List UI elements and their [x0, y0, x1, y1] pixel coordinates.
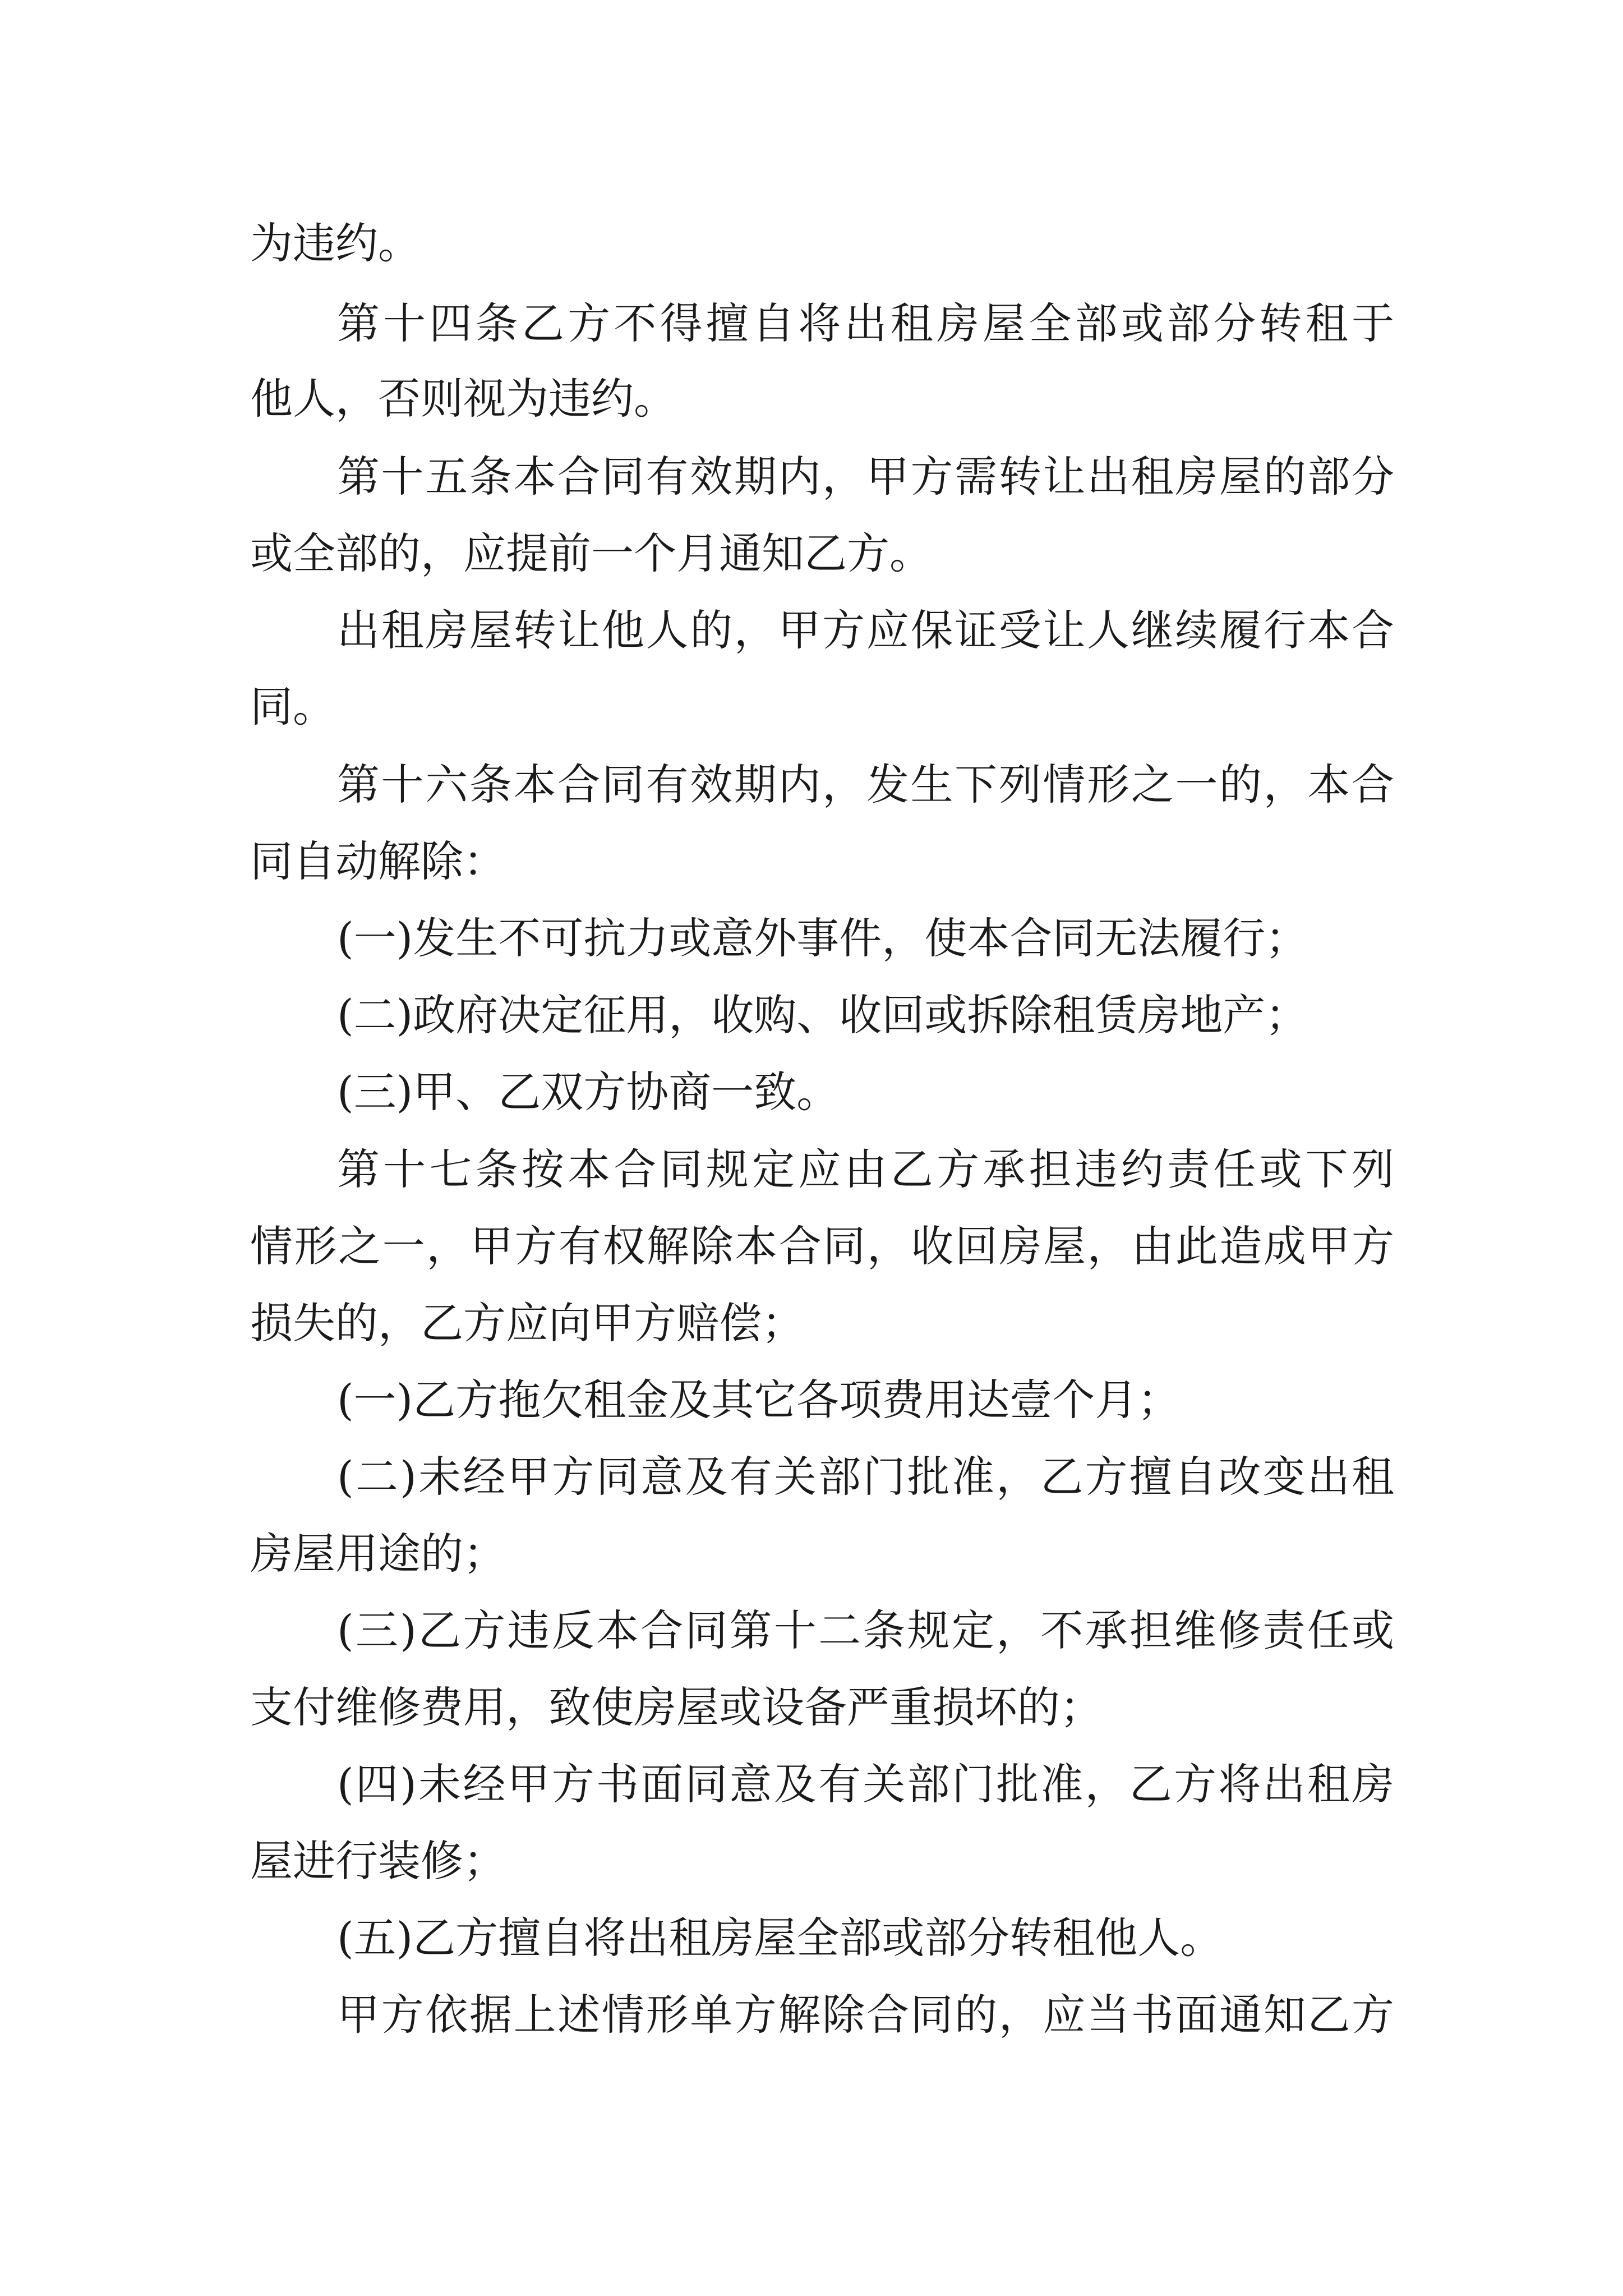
text-line: 同。: [250, 682, 335, 731]
text-line: 第十六条本合同有效期内，发生下列情形之一的，本合: [337, 760, 1394, 809]
text-line: (四)未经甲方书面同意及有关部门批准，乙方将出租房: [337, 1759, 1394, 1809]
text-line: (二)未经甲方同意及有关部门批准，乙方擅自改变出租: [337, 1452, 1394, 1502]
text-line: 甲方依据上述情形单方解除合同的，应当书面通知乙方: [337, 1990, 1394, 2040]
text-line: 屋进行装修；: [250, 1836, 506, 1886]
text-line: (三)甲、乙双方协商一致。: [337, 1067, 840, 1117]
text-line: 情形之一，甲方有权解除本合同，收回房屋，由此造成甲方: [250, 1221, 1394, 1271]
text-line: (五)乙方擅自将出租房屋全部或部分转租他人。: [337, 1913, 1223, 1963]
text-line: 房屋用途的；: [250, 1529, 506, 1579]
text-line: 出租房屋转让他人的，甲方应保证受让人继续履行本合: [337, 605, 1394, 655]
text-line: (一)乙方拖欠租金及其它各项费用达壹个月；: [337, 1375, 1181, 1425]
text-line: 或全部的，应提前一个月通知乙方。: [250, 528, 932, 578]
text-line: 同自动解除：: [250, 836, 506, 886]
text-line: 支付维修费用，致使房屋或设备严重损坏的；: [250, 1682, 1103, 1732]
text-line: 第十五条本合同有效期内，甲方需转让出租房屋的部分: [337, 452, 1394, 501]
text-line: 第十七条按本合同规定应由乙方承担违约责任或下列: [337, 1144, 1394, 1194]
text-line: (三)乙方违反本合同第十二条规定，不承担维修责任或: [337, 1605, 1394, 1655]
text-line: (一)发生不可抗力或意外事件，使本合同无法履行；: [337, 913, 1308, 963]
text-line: 为违约。: [250, 218, 421, 268]
text-line: 第十四条乙方不得擅自将出租房屋全部或部分转租于: [337, 298, 1394, 348]
text-line: (二)政府决定征用，收购、收回或拆除租赁房地产；: [337, 990, 1308, 1040]
text-line: 损失的，乙方应向甲方赔偿；: [250, 1298, 804, 1348]
text-line: 他人，否则视为违约。: [250, 374, 676, 424]
